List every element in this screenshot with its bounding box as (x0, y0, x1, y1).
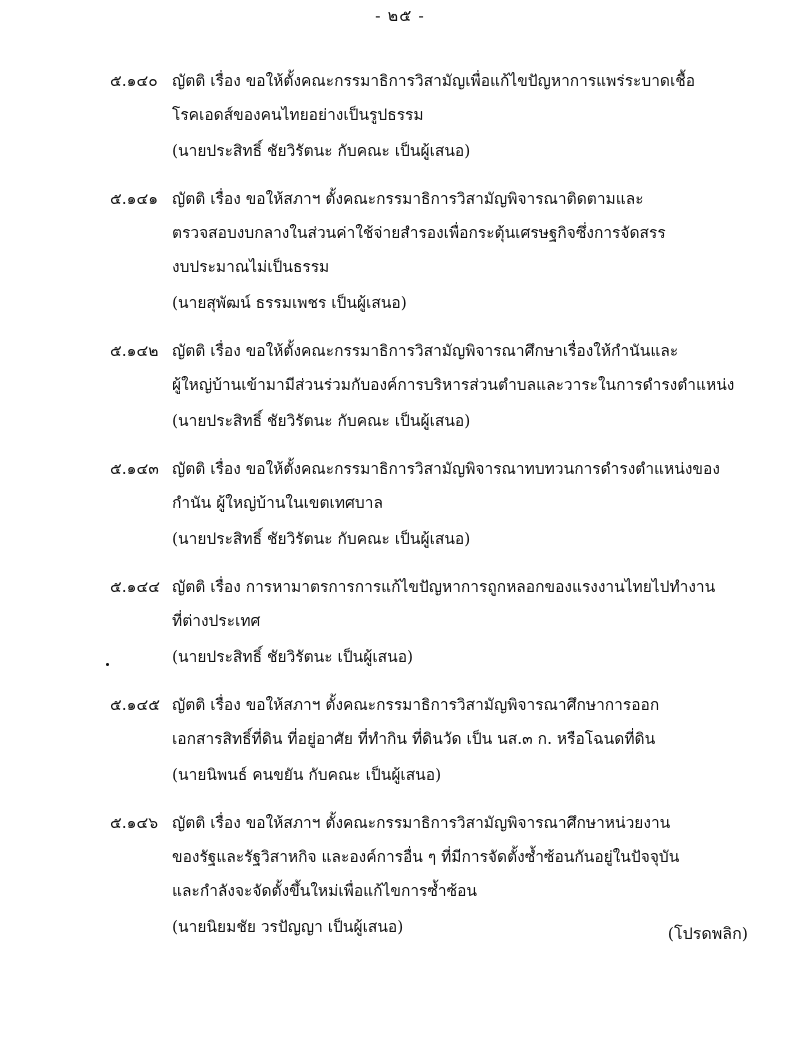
motion-item (0, 64, 800, 168)
motion-proposer: (นายประสิทธิ์ ชัยวิรัตนะ กับคณะ เป็นผู้เสนอ) (172, 530, 471, 548)
motion-text-line: ญัตติ เรื่อง ขอให้ตั้งคณะกรรมาธิการวิสามัญพิจารณาศึกษาเรื่องให้กำนันและ (172, 342, 679, 360)
motion-proposer: (นายประสิทธิ์ ชัยวิรัตนะ เป็นผู้เสนอ) (172, 648, 414, 666)
motion-text-line: ผู้ใหญ่บ้านเข้ามามีส่วนร่วมกับองค์การบริหารส่วนตำบลและวาระในการดำรงตำแหน่ง (172, 376, 735, 394)
motion-text-line: ญัตติ เรื่อง การหามาตรการการแก้ไขปัญหาการถูกหลอกของแรงงานไทยไปทำงาน (172, 578, 716, 596)
motion-text-line: และกำลังจะจัดตั้งขึ้นใหม่เพื่อแก้ไขการซ้ำซ้อน (172, 882, 478, 900)
motion-item (0, 570, 800, 674)
motion-text-line: งบประมาณไม่เป็นธรรม (172, 258, 330, 276)
motion-number: ๕.๑๔๓ (110, 460, 159, 478)
page-number: - ๒๕ - (375, 6, 425, 25)
motion-body (172, 334, 772, 438)
motion-proposer: (นายประสิทธิ์ ชัยวิรัตนะ กับคณะ เป็นผู้เสนอ) (172, 412, 471, 430)
motion-body (172, 182, 772, 320)
motion-text-line: ญัตติ เรื่อง ขอให้สภาฯ ตั้งคณะกรรมาธิการวิสามัญพิจารณาศึกษาการออก (172, 696, 660, 714)
motion-body (172, 452, 772, 556)
motion-text-line: โรคเอดส์ของคนไทยอย่างเป็นรูปธรรม (172, 106, 424, 124)
motion-number: ๕.๑๔๖ (110, 814, 159, 832)
motion-proposer: (นายนิยมชัย วรปัญญา เป็นผู้เสนอ) (172, 918, 404, 936)
motion-text-line: ญัตติ เรื่อง ขอให้สภาฯ ตั้งคณะกรรมาธิการวิสามัญพิจารณาติดตามและ (172, 190, 644, 208)
motion-proposer: (นายนิพนธ์ คนขยัน กับคณะ เป็นผู้เสนอ) (172, 766, 442, 784)
motion-text-line: กำนัน ผู้ใหญ่บ้านในเขตเทศบาล (172, 494, 383, 512)
motion-body (172, 688, 772, 792)
motion-number: ๕.๑๔๒ (110, 342, 159, 360)
motion-item (0, 334, 800, 438)
motion-number: ๕.๑๔๔ (110, 578, 160, 596)
motion-text-line: ตรวจสอบงบกลางในส่วนค่าใช้จ่ายสำรองเพื่อกระตุ้นเศรษฐกิจซึ่งการจัดสรร (172, 224, 666, 242)
motion-item (0, 182, 800, 320)
motion-item (0, 452, 800, 556)
motion-text-line: ของรัฐและรัฐวิสาหกิจ และองค์การอื่น ๆ ที่มีการจัดตั้งซ้ำซ้อนกันอยู่ในปัจจุบัน (172, 848, 680, 866)
motion-proposer: (นายประสิทธิ์ ชัยวิรัตนะ กับคณะ เป็นผู้เสนอ) (172, 142, 471, 160)
motion-text-line: ญัตติ เรื่อง ขอให้สภาฯ ตั้งคณะกรรมาธิการวิสามัญพิจารณาศึกษาหน่วยงาน (172, 814, 671, 832)
motion-text-line: ญัตติ เรื่อง ขอให้ตั้งคณะกรรมาธิการวิสามัญพิจารณาทบทวนการดำรงตำแหน่งของ (172, 460, 720, 478)
motion-text-line: เอกสารสิทธิ์ที่ดิน ที่อยู่อาศัย ที่ทำกิน ที่ดินวัด เป็น นส.๓ ก. หรือโฉนดที่ดิน (172, 730, 656, 748)
motion-number: ๕.๑๔๕ (110, 696, 160, 714)
motion-number: ๕.๑๔๑ (110, 190, 159, 208)
motion-body (172, 64, 772, 168)
motion-text-line: ที่ต่างประเทศ (172, 612, 261, 630)
motion-body (172, 570, 772, 674)
scan-speck (106, 663, 109, 666)
motion-list (0, 64, 800, 958)
motion-item (0, 688, 800, 792)
please-turn-over-note: (โปรดพลิก) (667, 924, 748, 943)
motion-number: ๕.๑๔๐ (110, 72, 158, 90)
motion-proposer: (นายสุพัฒน์ ธรรมเพชร เป็นผู้เสนอ) (172, 294, 407, 312)
motion-text-line: ญัตติ เรื่อง ขอให้ตั้งคณะกรรมาธิการวิสามัญเพื่อแก้ไขปัญหาการแพร่ระบาดเชื้อ (172, 72, 696, 90)
